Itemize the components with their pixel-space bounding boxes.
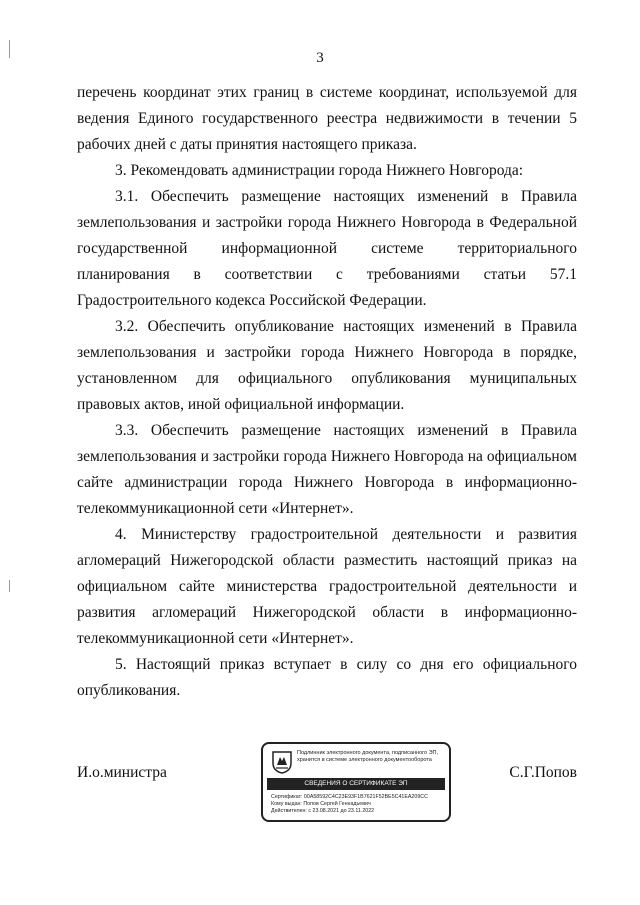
document-body <box>77 80 577 704</box>
scan-margin-mark <box>9 580 10 592</box>
page-number: 3 <box>316 50 324 66</box>
stamp-certificate: Сертификат: 00A58592C4C23E93F1B7621F52BE5C41EA209CC <box>271 794 428 800</box>
signatory-name: С.Г.Попов <box>509 764 577 781</box>
paragraph-item-3-1: 3.1. Обеспечить размещение настоящих изменений в Правила землепользования и застройки города Нижнего Новгорода в Федеральной государственной информационной системе территориального планирования в соответствии с требованиями статьи 57.1 Градостроительного кодекса Российской Федерации. <box>77 188 577 309</box>
stamp-title: СВЕДЕНИЯ О СЕРТИФИКАТЕ ЭП <box>267 778 445 790</box>
electronic-signature-stamp <box>261 742 451 822</box>
paragraph-item-4: 4. Министерству градостроительной деятельности и развития агломераций Нижегородской области разместить настоящий приказ на официальном сайте министерства градостроительной деятельности и развития агломераций Нижегородской области в информационно-телекоммуникационной сети «Интернет». <box>77 526 577 647</box>
paragraph-continuation: перечень координат этих границ в системе координат, используемой для ведения Единого государственного реестра недвижимости в течении 5 рабочих дней с даты принятия настоящего приказа. <box>77 84 577 153</box>
paragraph-item-3-3: 3.3. Обеспечить размещение настоящих изменений в Правила землепользования и застройки города Нижнего Новгорода на официальном сайте администрации города Нижнего Новгорода в информационно-телекоммуникационной сети «Интернет». <box>77 422 577 517</box>
paragraph-item-3-2: 3.2. Обеспечить опубликование настоящих изменений в Правила землепользования и застройки города Нижнего Новгорода в порядке, установленном для официального опубликования муниципальных правовых актов, иной официальной информации. <box>77 318 577 413</box>
stamp-issued-to: Кому выдан: Попов Сергей Геннадьевич <box>271 800 371 807</box>
paragraph-item-3: 3. Рекомендовать администрации города Нижнего Новгорода: <box>115 162 524 179</box>
paragraph-item-5: 5. Настоящий приказ вступает в силу со дня его официального опубликования. <box>77 656 577 699</box>
signatory-position: И.о.министра <box>77 764 167 781</box>
stamp-validity: Действителен: с 23.08.2021 до 23.11.2022 <box>271 807 375 814</box>
stamp-details <box>271 794 447 814</box>
signature-block <box>77 742 577 832</box>
stamp-notice: Подлинник электронного документа, подписанного ЭП, хранится в системе электронного документооборота <box>297 750 439 763</box>
coat-of-arms-icon <box>271 750 293 774</box>
